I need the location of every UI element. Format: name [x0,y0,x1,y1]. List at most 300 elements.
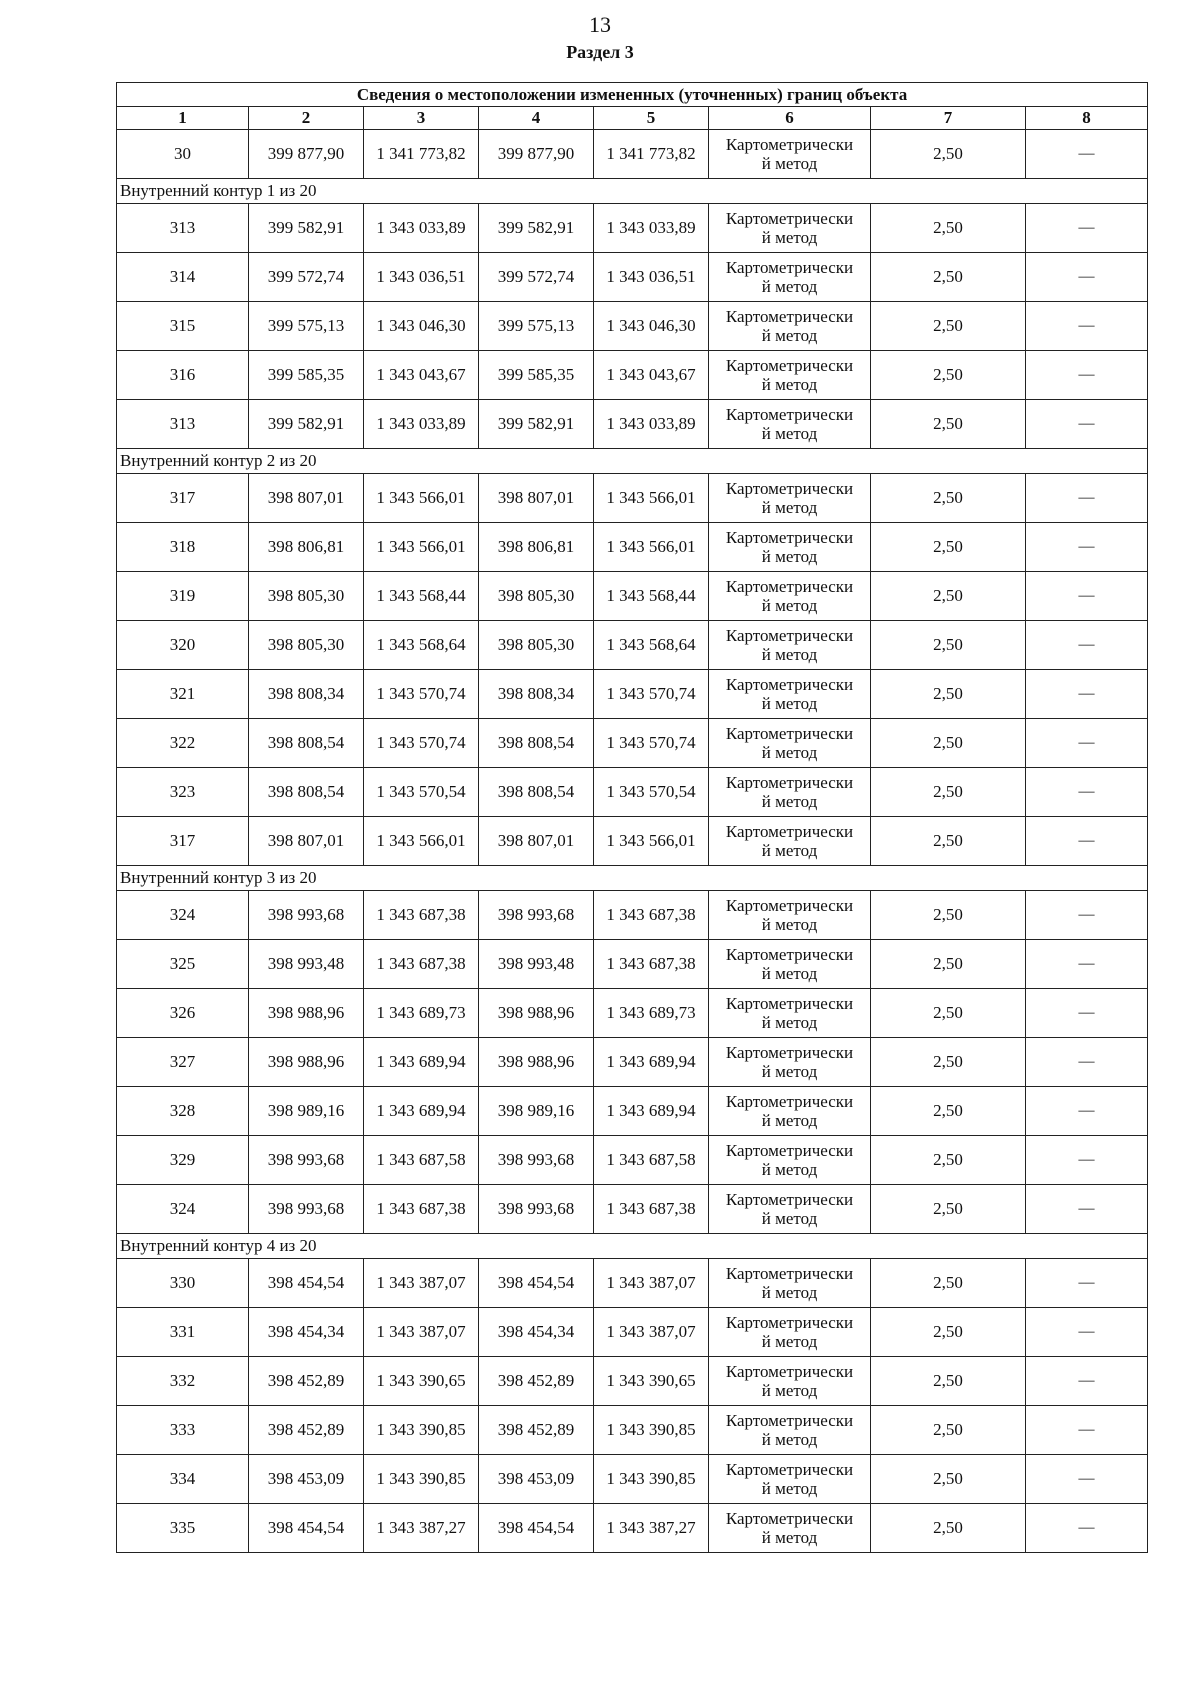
description-cell: — [1026,1406,1148,1455]
point-number-cell: 320 [117,621,249,670]
x-new-cell: 398 989,16 [479,1087,594,1136]
table-body [117,83,1148,1553]
y-new-cell: 1 343 689,73 [594,989,709,1038]
x-existing-cell: 398 807,01 [249,474,364,523]
method-text-line2: й метод [761,375,818,394]
point-number-cell: 313 [117,204,249,253]
y-existing-cell: 1 343 570,74 [364,670,479,719]
description-cell: — [1026,400,1148,449]
method-text-line2: й метод [761,915,818,934]
accuracy-cell: 2,50 [871,400,1026,449]
y-existing-cell: 1 343 570,74 [364,719,479,768]
x-existing-cell: 398 988,96 [249,989,364,1038]
description-cell: — [1026,523,1148,572]
y-new-cell: 1 343 570,54 [594,768,709,817]
x-new-cell: 398 988,96 [479,1038,594,1087]
accuracy-cell: 2,50 [871,621,1026,670]
accuracy-cell: 2,50 [871,670,1026,719]
y-existing-cell: 1 343 036,51 [364,253,479,302]
table-row [117,1038,1148,1087]
y-new-cell: 1 343 387,07 [594,1259,709,1308]
x-existing-cell: 399 575,13 [249,302,364,351]
accuracy-cell: 2,50 [871,572,1026,621]
method-text-line2: й метод [761,154,818,173]
x-existing-cell: 398 454,34 [249,1308,364,1357]
point-number-cell: 316 [117,351,249,400]
x-existing-cell: 399 572,74 [249,253,364,302]
y-new-cell: 1 343 387,27 [594,1504,709,1553]
y-existing-cell: 1 341 773,82 [364,130,479,179]
x-new-cell: 398 454,34 [479,1308,594,1357]
x-new-cell: 398 807,01 [479,474,594,523]
column-header: 4 [479,107,594,130]
method-text-line2: й метод [761,1160,818,1179]
description-cell: — [1026,670,1148,719]
x-new-cell: 398 993,68 [479,1136,594,1185]
contour-row [117,866,1148,891]
x-existing-cell: 398 453,09 [249,1455,364,1504]
accuracy-cell: 2,50 [871,1504,1026,1553]
y-new-cell: 1 343 570,74 [594,719,709,768]
method-text-line2: й метод [761,228,818,247]
method-text-line1: Картометрически [725,1141,854,1160]
description-cell: — [1026,474,1148,523]
table-row [117,400,1148,449]
method-cell [709,670,871,719]
table-row [117,989,1148,1038]
method-cell [709,940,871,989]
point-number-cell: 317 [117,474,249,523]
table-row [117,817,1148,866]
accuracy-cell: 2,50 [871,204,1026,253]
x-existing-cell: 398 989,16 [249,1087,364,1136]
point-number-cell: 315 [117,302,249,351]
y-new-cell: 1 343 390,65 [594,1357,709,1406]
method-text-line1: Картометрически [725,1190,854,1209]
method-text-line2: й метод [761,1381,818,1400]
point-number-cell: 325 [117,940,249,989]
y-existing-cell: 1 343 390,85 [364,1406,479,1455]
y-existing-cell: 1 343 689,94 [364,1038,479,1087]
method-cell [709,204,871,253]
point-number-cell: 328 [117,1087,249,1136]
y-existing-cell: 1 343 390,85 [364,1455,479,1504]
x-existing-cell: 398 993,68 [249,1136,364,1185]
page-number: 13 [589,12,611,37]
point-number-cell: 30 [117,130,249,179]
contour-label: Внутренний контур 1 из 20 [117,179,1148,204]
table-row [117,204,1148,253]
description-cell: — [1026,989,1148,1038]
description-cell: — [1026,891,1148,940]
x-new-cell: 398 454,54 [479,1259,594,1308]
point-number-cell: 331 [117,1308,249,1357]
method-cell [709,523,871,572]
method-cell [709,572,871,621]
x-existing-cell: 399 582,91 [249,400,364,449]
method-cell [709,1087,871,1136]
table-row [117,572,1148,621]
table-title-row [117,83,1148,107]
method-text-line1: Картометрически [725,773,854,792]
method-cell [709,891,871,940]
accuracy-cell: 2,50 [871,1038,1026,1087]
accuracy-cell: 2,50 [871,1259,1026,1308]
y-existing-cell: 1 343 689,73 [364,989,479,1038]
method-text-line2: й метод [761,1209,818,1228]
method-text-line1: Картометрически [725,1509,854,1528]
contour-row [117,449,1148,474]
accuracy-cell: 2,50 [871,1087,1026,1136]
method-text-line2: й метод [761,694,818,713]
method-text-line1: Картометрически [725,258,854,277]
method-text-line1: Картометрически [725,1460,854,1479]
method-text-line1: Картометрически [725,994,854,1013]
table-row [117,302,1148,351]
point-number-cell: 317 [117,817,249,866]
accuracy-cell: 2,50 [871,1136,1026,1185]
method-cell [709,1357,871,1406]
method-cell [709,400,871,449]
method-text-line2: й метод [761,1062,818,1081]
point-number-cell: 322 [117,719,249,768]
table-row [117,523,1148,572]
y-existing-cell: 1 343 033,89 [364,400,479,449]
accuracy-cell: 2,50 [871,768,1026,817]
y-new-cell: 1 343 046,30 [594,302,709,351]
y-existing-cell: 1 343 387,07 [364,1259,479,1308]
description-cell: — [1026,1259,1148,1308]
method-text-line1: Картометрически [725,135,854,154]
point-number-cell: 318 [117,523,249,572]
x-new-cell: 398 805,30 [479,621,594,670]
method-text-line1: Картометрически [725,577,854,596]
y-existing-cell: 1 343 687,38 [364,940,479,989]
y-new-cell: 1 343 566,01 [594,474,709,523]
accuracy-cell: 2,50 [871,1308,1026,1357]
description-cell: — [1026,768,1148,817]
point-number-cell: 333 [117,1406,249,1455]
accuracy-cell: 2,50 [871,523,1026,572]
y-existing-cell: 1 343 046,30 [364,302,479,351]
table-row [117,253,1148,302]
method-text-line2: й метод [761,1111,818,1130]
method-text-line1: Картометрически [725,209,854,228]
table-row [117,768,1148,817]
method-cell [709,1038,871,1087]
description-cell: — [1026,1308,1148,1357]
column-header: 8 [1026,107,1148,130]
method-text-line1: Картометрически [725,479,854,498]
method-text-line2: й метод [761,1283,818,1302]
method-cell [709,474,871,523]
method-cell [709,1504,871,1553]
x-existing-cell: 399 582,91 [249,204,364,253]
method-text-line2: й метод [761,1430,818,1449]
method-text-line1: Картометрически [725,626,854,645]
description-cell: — [1026,253,1148,302]
x-new-cell: 398 808,34 [479,670,594,719]
column-header: 6 [709,107,871,130]
description-cell: — [1026,351,1148,400]
table-row [117,1259,1148,1308]
description-cell: — [1026,719,1148,768]
y-new-cell: 1 343 570,74 [594,670,709,719]
method-cell [709,989,871,1038]
accuracy-cell: 2,50 [871,817,1026,866]
method-text-line1: Картометрически [725,1264,854,1283]
description-cell: — [1026,1504,1148,1553]
y-new-cell: 1 343 033,89 [594,400,709,449]
point-number-cell: 324 [117,891,249,940]
column-header-row [117,107,1148,130]
x-existing-cell: 399 877,90 [249,130,364,179]
description-cell: — [1026,1357,1148,1406]
x-new-cell: 398 454,54 [479,1504,594,1553]
method-text-line2: й метод [761,1479,818,1498]
method-cell [709,817,871,866]
description-cell: — [1026,1185,1148,1234]
method-cell [709,768,871,817]
point-number-cell: 314 [117,253,249,302]
accuracy-cell: 2,50 [871,351,1026,400]
contour-label: Внутренний контур 3 из 20 [117,866,1148,891]
table-row [117,1455,1148,1504]
method-cell [709,1406,871,1455]
accuracy-cell: 2,50 [871,302,1026,351]
method-text-line1: Картометрически [725,1313,854,1332]
accuracy-cell: 2,50 [871,1455,1026,1504]
y-existing-cell: 1 343 687,38 [364,891,479,940]
table-title: Сведения о местоположении измененных (уточненных) границ объекта [117,83,1148,107]
accuracy-cell: 2,50 [871,1406,1026,1455]
accuracy-cell: 2,50 [871,940,1026,989]
x-existing-cell: 398 993,48 [249,940,364,989]
description-cell: — [1026,302,1148,351]
x-existing-cell: 398 808,34 [249,670,364,719]
table-row [117,1308,1148,1357]
point-number-cell: 319 [117,572,249,621]
method-cell [709,1185,871,1234]
description-cell: — [1026,817,1148,866]
method-text-line2: й метод [761,424,818,443]
y-new-cell: 1 343 043,67 [594,351,709,400]
accuracy-cell: 2,50 [871,1357,1026,1406]
table-row [117,719,1148,768]
section-title: Раздел 3 [566,42,634,62]
method-text-line1: Картометрически [725,945,854,964]
x-new-cell: 399 582,91 [479,204,594,253]
column-header: 2 [249,107,364,130]
method-text-line1: Картометрически [725,1092,854,1111]
y-existing-cell: 1 343 390,65 [364,1357,479,1406]
y-new-cell: 1 343 568,44 [594,572,709,621]
method-text-line1: Картометрически [725,1043,854,1062]
contour-label: Внутренний контур 4 из 20 [117,1234,1148,1259]
method-text-line1: Картометрически [725,528,854,547]
y-new-cell: 1 343 566,01 [594,817,709,866]
method-text-line2: й метод [761,547,818,566]
method-cell [709,1308,871,1357]
table-row [117,351,1148,400]
point-number-cell: 326 [117,989,249,1038]
y-existing-cell: 1 343 568,44 [364,572,479,621]
y-existing-cell: 1 343 568,64 [364,621,479,670]
method-cell [709,1259,871,1308]
x-new-cell: 398 988,96 [479,989,594,1038]
x-existing-cell: 398 806,81 [249,523,364,572]
method-text-line2: й метод [761,964,818,983]
method-text-line1: Картометрически [725,405,854,424]
y-new-cell: 1 343 687,38 [594,891,709,940]
point-number-cell: 329 [117,1136,249,1185]
method-text-line1: Картометрически [725,356,854,375]
y-existing-cell: 1 343 566,01 [364,523,479,572]
method-text-line2: й метод [761,326,818,345]
table-row [117,1185,1148,1234]
table-row [117,130,1148,179]
method-text-line1: Картометрически [725,724,854,743]
y-new-cell: 1 343 566,01 [594,523,709,572]
y-existing-cell: 1 343 570,54 [364,768,479,817]
point-number-cell: 335 [117,1504,249,1553]
method-text-line2: й метод [761,277,818,296]
table-row [117,474,1148,523]
method-text-line1: Картометрически [725,1411,854,1430]
description-cell: — [1026,1136,1148,1185]
y-new-cell: 1 343 689,94 [594,1087,709,1136]
x-existing-cell: 398 452,89 [249,1406,364,1455]
method-text-line1: Картометрически [725,896,854,915]
method-text-line2: й метод [761,498,818,517]
table-row [117,940,1148,989]
accuracy-cell: 2,50 [871,253,1026,302]
table-row [117,1406,1148,1455]
method-text-line2: й метод [761,596,818,615]
x-new-cell: 398 808,54 [479,719,594,768]
point-number-cell: 332 [117,1357,249,1406]
x-new-cell: 399 582,91 [479,400,594,449]
table-row [117,1504,1148,1553]
y-new-cell: 1 343 687,58 [594,1136,709,1185]
description-cell: — [1026,621,1148,670]
table-row [117,1087,1148,1136]
point-number-cell: 323 [117,768,249,817]
x-existing-cell: 398 993,68 [249,891,364,940]
coordinates-table [116,82,1148,1553]
y-new-cell: 1 343 687,38 [594,940,709,989]
y-new-cell: 1 343 387,07 [594,1308,709,1357]
x-new-cell: 398 453,09 [479,1455,594,1504]
description-cell: — [1026,1455,1148,1504]
point-number-cell: 330 [117,1259,249,1308]
x-new-cell: 398 806,81 [479,523,594,572]
table-row [117,670,1148,719]
point-number-cell: 327 [117,1038,249,1087]
method-cell [709,351,871,400]
y-new-cell: 1 343 390,85 [594,1406,709,1455]
column-header: 1 [117,107,249,130]
contour-label: Внутренний контур 2 из 20 [117,449,1148,474]
x-existing-cell: 398 808,54 [249,768,364,817]
accuracy-cell: 2,50 [871,891,1026,940]
method-text-line2: й метод [761,1013,818,1032]
description-cell: — [1026,204,1148,253]
x-new-cell: 398 808,54 [479,768,594,817]
y-new-cell: 1 343 687,38 [594,1185,709,1234]
x-existing-cell: 398 454,54 [249,1504,364,1553]
x-existing-cell: 398 454,54 [249,1259,364,1308]
y-new-cell: 1 343 390,85 [594,1455,709,1504]
method-cell [709,302,871,351]
x-existing-cell: 398 808,54 [249,719,364,768]
y-new-cell: 1 343 568,64 [594,621,709,670]
y-existing-cell: 1 343 033,89 [364,204,479,253]
x-new-cell: 399 877,90 [479,130,594,179]
y-existing-cell: 1 343 689,94 [364,1087,479,1136]
y-new-cell: 1 343 689,94 [594,1038,709,1087]
x-new-cell: 398 993,48 [479,940,594,989]
x-new-cell: 398 452,89 [479,1406,594,1455]
x-existing-cell: 398 452,89 [249,1357,364,1406]
y-new-cell: 1 341 773,82 [594,130,709,179]
method-cell [709,253,871,302]
y-existing-cell: 1 343 566,01 [364,474,479,523]
method-text-line1: Картометрически [725,1362,854,1381]
y-existing-cell: 1 343 566,01 [364,817,479,866]
point-number-cell: 321 [117,670,249,719]
method-text-line2: й метод [761,1528,818,1547]
description-cell: — [1026,940,1148,989]
accuracy-cell: 2,50 [871,719,1026,768]
description-cell: — [1026,130,1148,179]
point-number-cell: 324 [117,1185,249,1234]
x-new-cell: 398 993,68 [479,1185,594,1234]
method-cell [709,130,871,179]
table-row [117,621,1148,670]
method-text-line2: й метод [761,645,818,664]
method-cell [709,1136,871,1185]
y-existing-cell: 1 343 687,38 [364,1185,479,1234]
table-row [117,1136,1148,1185]
method-cell [709,621,871,670]
x-new-cell: 398 805,30 [479,572,594,621]
description-cell: — [1026,1087,1148,1136]
column-header: 7 [871,107,1026,130]
x-new-cell: 399 572,74 [479,253,594,302]
y-new-cell: 1 343 033,89 [594,204,709,253]
x-new-cell: 398 452,89 [479,1357,594,1406]
x-existing-cell: 398 807,01 [249,817,364,866]
method-text-line1: Картометрически [725,822,854,841]
column-header: 5 [594,107,709,130]
y-existing-cell: 1 343 043,67 [364,351,479,400]
method-text-line2: й метод [761,792,818,811]
y-existing-cell: 1 343 387,07 [364,1308,479,1357]
method-cell [709,1455,871,1504]
table-row [117,891,1148,940]
x-new-cell: 398 807,01 [479,817,594,866]
x-existing-cell: 398 805,30 [249,572,364,621]
accuracy-cell: 2,50 [871,989,1026,1038]
x-new-cell: 399 585,35 [479,351,594,400]
y-existing-cell: 1 343 687,58 [364,1136,479,1185]
point-number-cell: 313 [117,400,249,449]
accuracy-cell: 2,50 [871,130,1026,179]
x-existing-cell: 398 988,96 [249,1038,364,1087]
x-new-cell: 399 575,13 [479,302,594,351]
accuracy-cell: 2,50 [871,474,1026,523]
